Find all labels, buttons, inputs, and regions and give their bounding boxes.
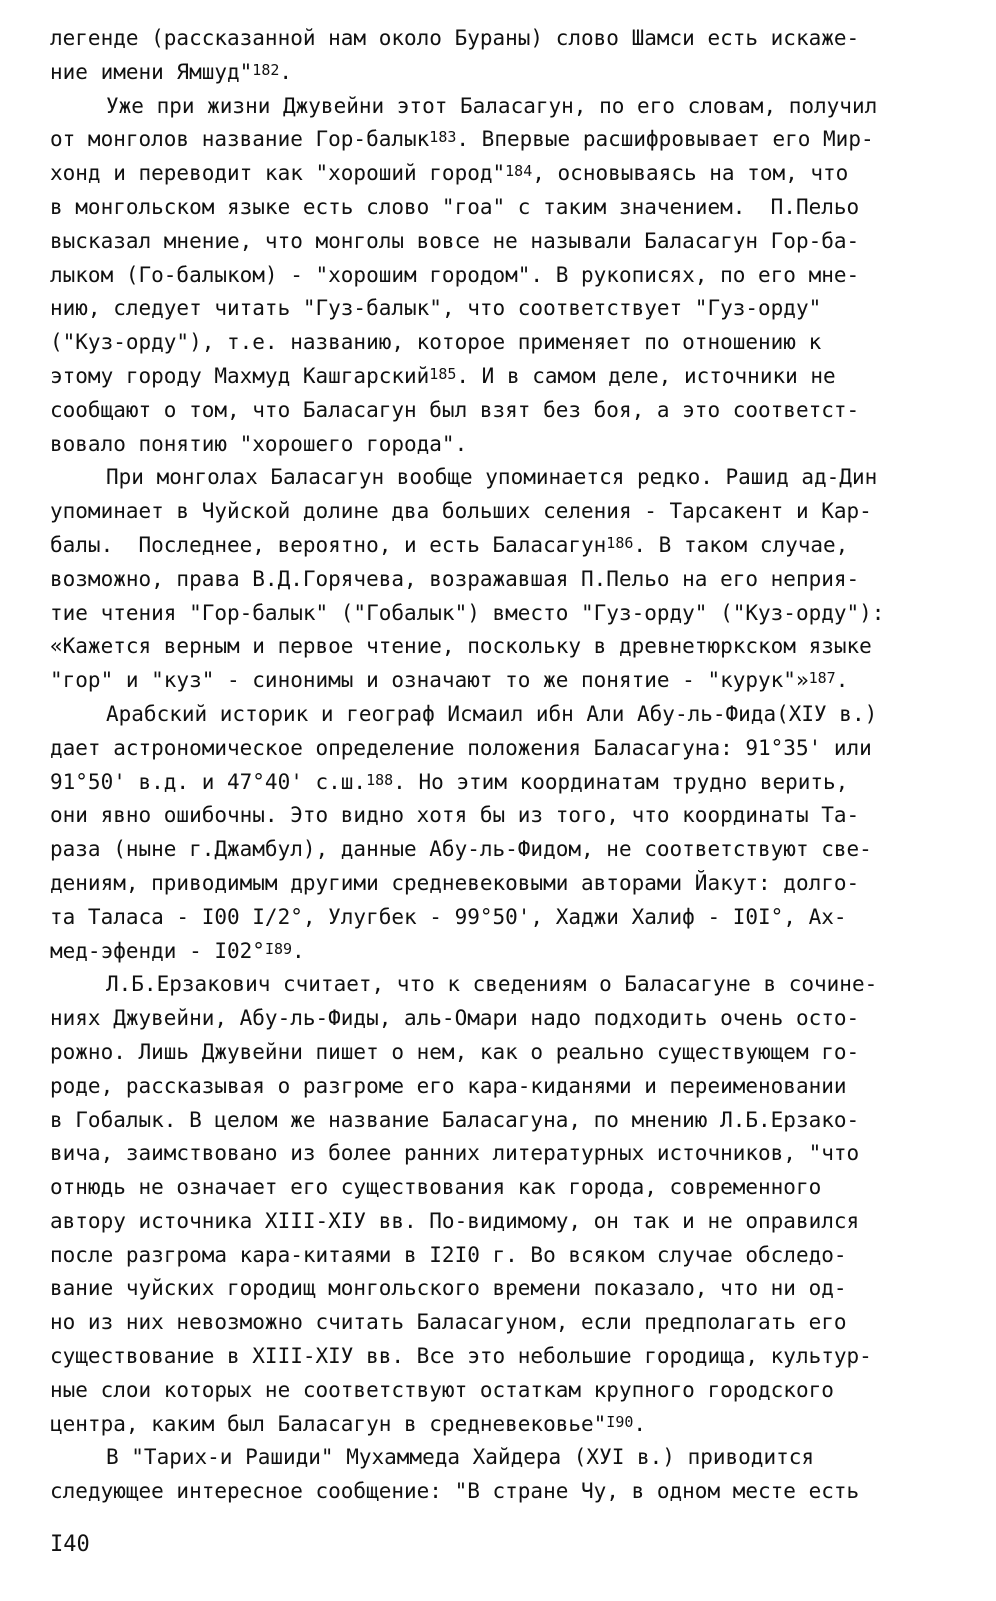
line-text: мед-эфенди - I02° (50, 938, 265, 963)
line-text: роде, рассказывая о разгроме его кара-киданями и переименовании (50, 1073, 847, 1098)
text-line (50, 360, 950, 394)
line-text: отнюдь не означает его существования как города, современного (50, 1175, 822, 1200)
text-line (50, 22, 950, 56)
text-line (50, 259, 950, 293)
line-text: ние имени Ямшуд" (50, 59, 253, 84)
line-text-after: . (279, 59, 293, 84)
line-text: но из них невозможно считать Баласагуном, если предполагать его (50, 1310, 847, 1335)
text-line (50, 394, 950, 428)
line-text: При монголах Баласагун вообще упоминается редко. Рашид ад-Дин (106, 465, 878, 490)
line-text-after: , основываясь на том, что (532, 161, 849, 186)
text-line (50, 225, 950, 259)
text-line (50, 1036, 950, 1070)
text-line (50, 766, 950, 800)
line-text: дает астрономическое определение положения Баласагуна: 91°35' или (50, 735, 872, 760)
text-line (50, 698, 950, 732)
line-text: 91°50' в.д. и 47°40' с.ш. (50, 769, 367, 794)
line-text: вича, заимствовано из более ранних литературных источников, "что (50, 1141, 860, 1166)
text-line (50, 1070, 950, 1104)
line-text: рожно. Лишь Джувейни пишет о нем, как о реально существующем го- (50, 1039, 860, 1064)
text-line (50, 935, 950, 969)
line-text: высказал мнение, что монголы вовсе не называли Баласагун Гор-ба- (50, 228, 860, 253)
line-text: хонд и переводит как "хороший город" (50, 161, 506, 186)
line-text-after: . (292, 938, 305, 963)
text-line (50, 1441, 950, 1475)
line-text: упоминает в Чуйской долине два больших селения - Тарсакент и Кар- (50, 499, 872, 524)
text-line (50, 1171, 950, 1205)
text-line (50, 664, 950, 698)
text-line (50, 1205, 950, 1239)
text-line (50, 292, 950, 326)
footnote-ref: I90 (606, 1412, 634, 1431)
text-line (50, 799, 950, 833)
line-text: возможно, права В.Д.Горячева, возражавшая П.Пельо на его неприя- (50, 566, 860, 591)
text-line (50, 1002, 950, 1036)
line-text: тие чтения "Гор-балык" ("Гобалык") вместо "Гуз-орду" ("Куз-орду"): (50, 600, 885, 625)
line-text: та Таласа - I00 I/2°, Улугбек - 99°50', Хаджи Халиф - I0I°, Ах- (50, 904, 847, 929)
text-line (50, 597, 950, 631)
footnote-ref: 185 (429, 364, 457, 383)
line-text: от монголов название Гор-балык (50, 127, 430, 152)
text-line (50, 563, 950, 597)
line-text: существование в XIII-XIУ вв. Все это небольшие городища, культур- (50, 1344, 872, 1369)
text-line (50, 1137, 950, 1171)
line-text-after: . Но этим координатам трудно верить, (393, 769, 849, 794)
line-text: этому городу Махмуд Кашгарский (50, 363, 430, 388)
text-line (50, 1340, 950, 1374)
text-line (50, 56, 950, 90)
text-line (50, 1239, 950, 1273)
line-text: лыком (Го-балыком) - "хорошим городом". В рукописях, по его мне- (50, 262, 860, 287)
footnote-ref: 186 (606, 533, 634, 552)
text-line (50, 1306, 950, 1340)
line-text: Арабский историк и географ Исмаил ибн Али Абу-ль-Фида(XIУ в.) (106, 701, 878, 726)
text-line (50, 191, 950, 225)
line-text: В "Тарих-и Рашиди" Мухаммеда Хайдера (XУI в.) приводится (106, 1445, 815, 1470)
line-text: "гор" и "куз" - синонимы и означают то же понятие - "курук"» (50, 668, 809, 693)
footnote-ref: 188 (366, 770, 394, 789)
text-line (50, 968, 950, 1002)
text-line (50, 157, 950, 191)
line-text: Л.Б.Ерзакович считает, что к сведениям о Баласагуне в сочине- (106, 972, 878, 997)
text-line (50, 1408, 950, 1442)
line-text: в монгольском языке есть слово "гоа" с таким значением. П.Пельо (50, 194, 860, 219)
line-text-after: . (633, 1411, 647, 1436)
page-number: I40 (50, 1532, 90, 1557)
line-text: ("Куз-орду"), т.е. названию, которое применяет по отношению к (50, 330, 822, 355)
line-text: вовало понятию "хорошего города". (50, 431, 468, 456)
line-text: в Гобалык. В целом же название Баласагуна, по мнению Л.Б.Ерзако- (50, 1107, 860, 1132)
line-text: ниях Джувейни, Абу-ль-Фиды, аль-Омари надо подходить очень осто- (50, 1006, 860, 1031)
text-line (50, 326, 950, 360)
footnote-ref: 182 (252, 60, 280, 79)
line-text: дениям, приводимым другими средневековыми авторами Йакут: долго- (50, 870, 860, 895)
footnote-ref: 187 (808, 669, 836, 688)
text-line (50, 901, 950, 935)
footnote-ref: I89 (264, 939, 293, 958)
line-text: раза (ныне г.Джамбул), данные Абу-ль-Фидом, не соответствуют све- (50, 837, 872, 862)
footnote-ref: 184 (505, 162, 533, 181)
line-text: следующее интересное сообщение: "В стране Чу, в одном месте есть (50, 1479, 860, 1504)
text-line (50, 529, 950, 563)
footnote-ref: 183 (429, 128, 457, 147)
text-line (50, 428, 950, 462)
body-text (50, 22, 950, 1509)
line-text: легенде (рассказанной нам около Бураны) слово Шамси есть искаже- (50, 26, 860, 50)
text-line (50, 867, 950, 901)
text-line (50, 1104, 950, 1138)
line-text: Уже при жизни Джувейни этот Баласагун, по его словам, получил (106, 93, 878, 118)
text-line (50, 90, 950, 124)
text-line (50, 1374, 950, 1408)
text-line (50, 1272, 950, 1306)
line-text-after: . И в самом деле, источники не (456, 363, 836, 388)
line-text: «Кажется верным и первое чтение, поскольку в древнетюркском языке (50, 634, 872, 659)
line-text-after: . В таком случае, (633, 532, 849, 557)
line-text: сообщают о том, что Баласагун был взят без боя, а это соответст- (50, 397, 860, 422)
text-line (50, 495, 950, 529)
line-text: центра, каким был Баласагун в средневековье" (50, 1411, 607, 1436)
text-line (50, 461, 950, 495)
text-line (50, 630, 950, 664)
text-line (50, 833, 950, 867)
text-line (50, 732, 950, 766)
line-text: они явно ошибочны. Это видно хотя бы из того, что координаты Та- (50, 803, 860, 828)
line-text: вание чуйских городищ монгольского времени показало, что ни од- (50, 1276, 847, 1301)
line-text: после разгрома кара-китаями в I2I0 г. Во всяком случае обследо- (50, 1242, 847, 1267)
line-text-after: . (835, 668, 849, 693)
line-text: автору источника XIII-XIУ вв. По-видимому, он так и не оправился (50, 1208, 860, 1233)
line-text: ные слои которых не соответствуют остаткам крупного городского (50, 1377, 834, 1402)
line-text-after: . Впервые расшифровывает его Мир- (456, 127, 874, 152)
text-line (50, 1475, 950, 1509)
line-text: балы. Последнее, вероятно, и есть Баласагун (50, 532, 607, 557)
text-line (50, 123, 950, 157)
line-text: нию, следует читать "Гуз-балык", что соответствует "Гуз-орду" (50, 296, 822, 321)
